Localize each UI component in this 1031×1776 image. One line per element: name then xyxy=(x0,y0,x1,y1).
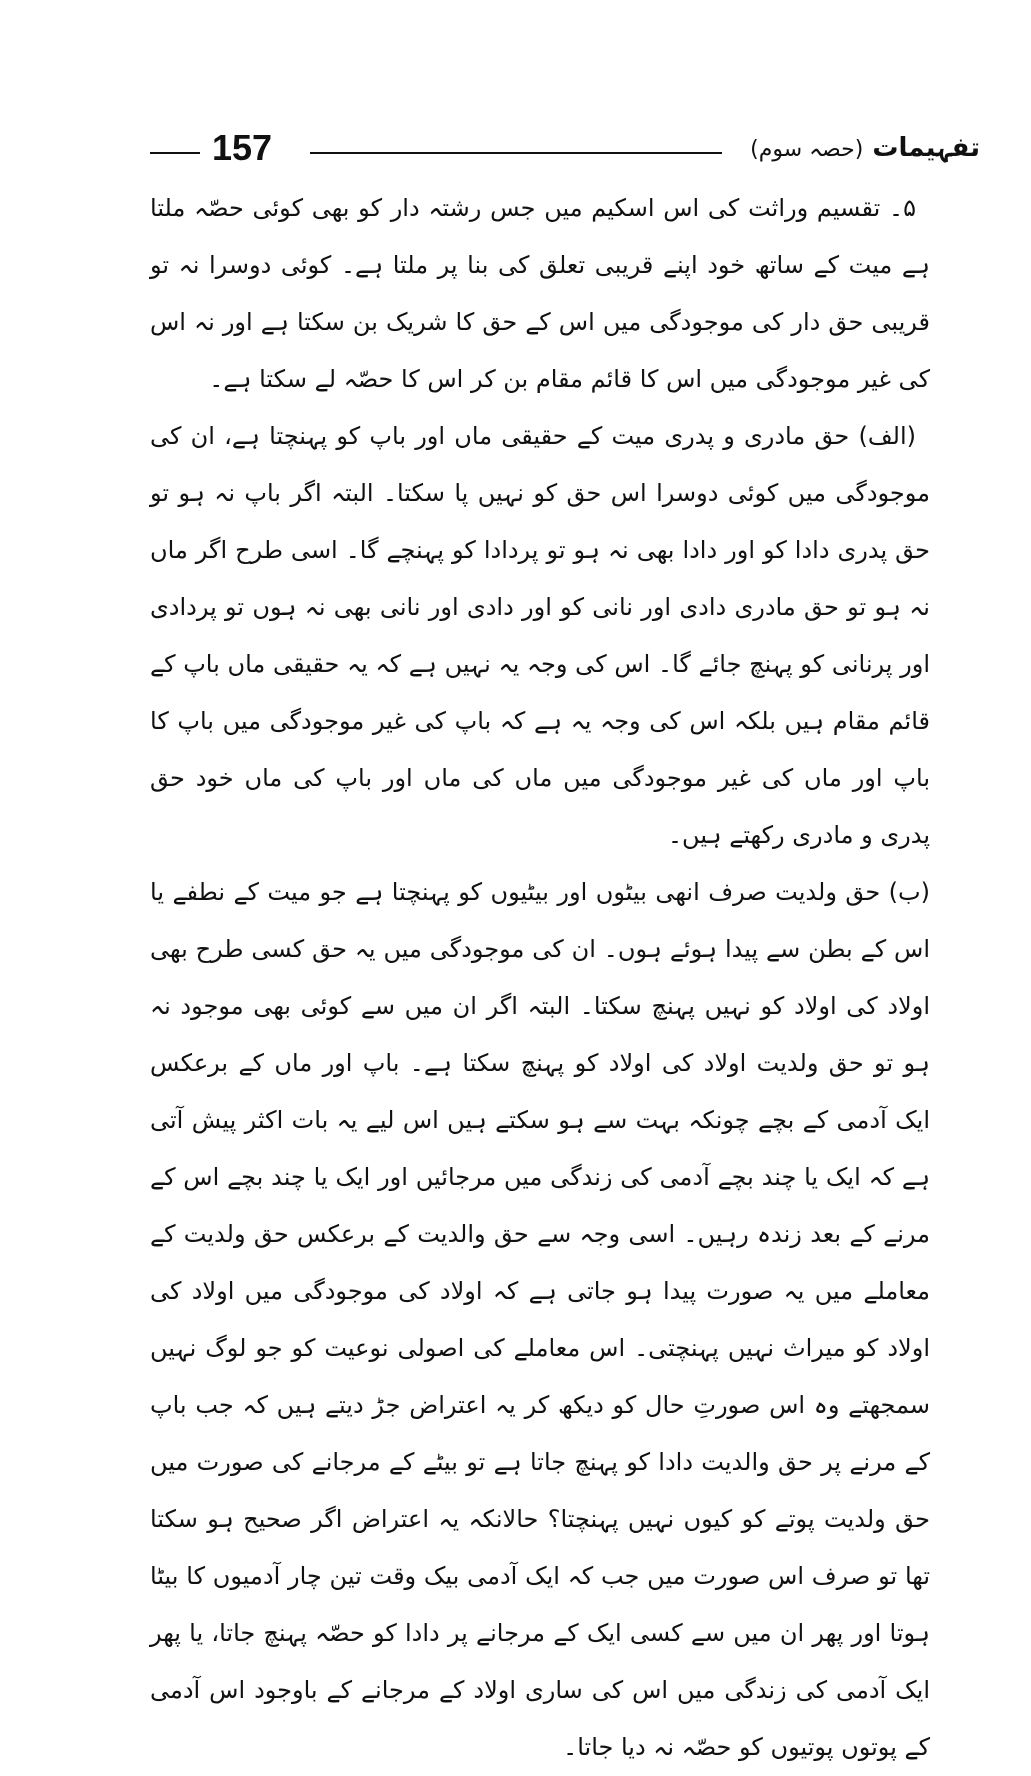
book-part: (حصہ سوم) xyxy=(750,137,864,162)
paragraph-inheritance-scheme: ۵۔ تقسیم وراثت کی اس اسکیم میں جس رشتہ دار کو بھی کوئی حصّہ ملتا ہے میت کے ساتھ خود اپنے قریبی تعلق کی بنا پر ملتا ہے۔ کوئی دوسرا نہ تو قریبی حق دار کی موجودگی میں اس کے حق کا شریک بن سکتا ہے اور نہ اس کی غیر موجودگی میں اس کا قائم مقام بن کر اس کا حصّہ لے سکتا ہے۔ xyxy=(150,194,930,393)
body-text xyxy=(150,180,930,1776)
paragraph-alif-parental-right: (الف) حق مادری و پدری میت کے حقیقی ماں اور باپ کو پہنچتا ہے، ان کی موجودگی میں کوئی دوسرا اس حق کو نہیں پا سکتا۔ البتہ اگر باپ نہ ہو تو حق پدری دادا کو اور دادا بھی نہ ہو تو پردادا کو پہنچے گا۔ اسی طرح اگر ماں نہ ہو تو حق مادری دادی اور نانی کو اور دادی اور نانی بھی نہ ہوں تو پردادی اور پرنانی کو پہنچ جائے گا۔ اس کی وجہ یہ نہیں ہے کہ یہ حقیقی ماں باپ کے قائم مقام ہیں بلکہ اس کی وجہ یہ ہے کہ باپ کی غیر موجودگی میں باپ کا باپ اور ماں کی غیر موجودگی میں ماں کی ماں اور باپ کی ماں خود حق پدری و مادری رکھتے ہیں۔ xyxy=(150,422,930,849)
paragraph-be-filial-right: (ب) حق ولدیت صرف انھی بیٹوں اور بیٹیوں کو پہنچتا ہے جو میت کے نطفے یا اس کے بطن سے پیدا ہوئے ہوں۔ ان کی موجودگی میں یہ حق کسی طرح بھی اولاد کی اولاد کو نہیں پہنچ سکتا۔ البتہ اگر ان میں سے کوئی بھی موجود نہ ہو تو حق ولدیت اولاد کی اولاد کو پہنچ سکتا ہے۔ باپ اور ماں کے برعکس ایک آدمی کے بچے چونکہ بہت سے ہو سکتے ہیں اس لیے یہ بات اکثر پیش آتی ہے کہ ایک یا چند بچے آدمی کی زندگی میں مرجائیں اور ایک یا چند بچے اس کے مرنے کے بعد زندہ رہیں۔ اسی وجہ سے حق والدیت کے برعکس حق ولدیت کے معاملے میں یہ صورت پیدا ہو جاتی ہے کہ اولاد کی موجودگی میں اولاد کی اولاد کو میراث نہیں پہنچتی۔ اس معاملے کی اصولی نوعیت کو جو لوگ نہیں سمجھتے وہ اس صورتِ حال کو دیکھ کر یہ اعتراض جڑ دیتے ہیں کہ جب باپ کے مرنے پر حق والدیت دادا کو پہنچ جاتا ہے تو بیٹے کے مرجانے کی صورت میں حق ولدیت پوتے کو کیوں نہیں پہنچتا؟ حالانکہ یہ اعتراض اگر صحیح ہو سکتا تھا تو صرف اس صورت میں جب کہ ایک آدمی بیک وقت تین چار آدمیوں کا بیٹا ہوتا اور پھر ان میں سے کسی ایک کے مرجانے پر دادا کو حصّہ پہنچ جاتا، یا پھر ایک آدمی کی زندگی میں اس کی ساری اولاد کے مرجانے کے باوجود اس آدمی کے پوتوں پوتیوں کو حصّہ نہ دیا جاتا۔ xyxy=(150,878,930,1761)
header-dash xyxy=(150,152,200,154)
book-title-main: تفہیمات xyxy=(872,133,980,163)
running-header xyxy=(150,126,980,174)
page-number: 157 xyxy=(212,127,273,168)
book-title xyxy=(750,128,980,170)
header-rule xyxy=(310,152,722,154)
